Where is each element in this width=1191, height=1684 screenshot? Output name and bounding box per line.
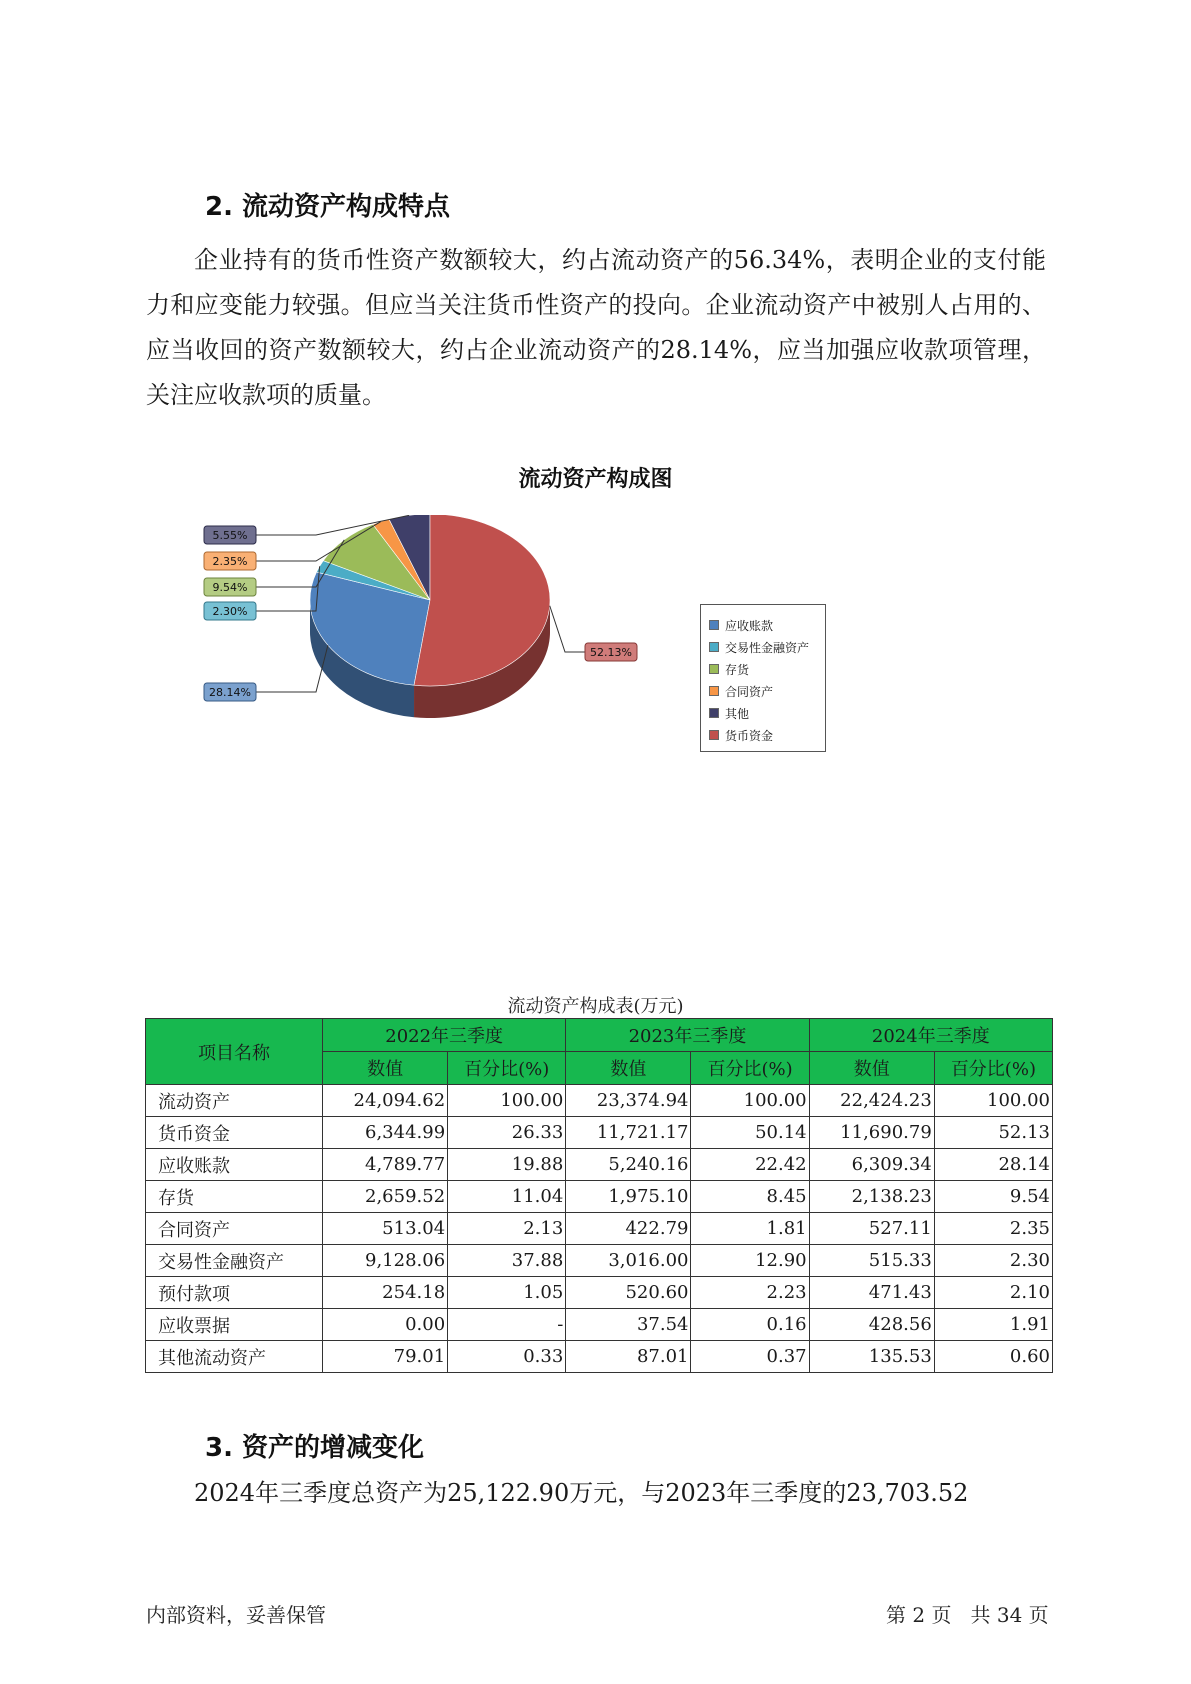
value-cell: 24,094.62	[323, 1085, 448, 1117]
legend-item	[709, 702, 825, 724]
row-label: 交易性金融资产	[146, 1245, 323, 1277]
row-label: 预付款项	[146, 1277, 323, 1309]
table-row	[146, 1213, 1053, 1245]
value-cell: 3,016.00	[566, 1245, 691, 1277]
value-cell: 513.04	[323, 1213, 448, 1245]
legend-item	[709, 724, 825, 746]
percent-cell: 0.33	[448, 1341, 566, 1373]
legend-item	[709, 680, 825, 702]
value-header: 数值	[323, 1052, 448, 1085]
value-cell: 471.43	[809, 1277, 934, 1309]
data-label: 5.55%	[212, 529, 248, 542]
item-name-header: 项目名称	[146, 1019, 323, 1085]
value-cell: 37.54	[566, 1309, 691, 1341]
legend-item	[709, 636, 825, 658]
row-label: 流动资产	[146, 1085, 323, 1117]
percent-header: 百分比(%)	[691, 1052, 809, 1085]
legend-label: 其他	[725, 706, 750, 721]
row-label: 存货	[146, 1181, 323, 1213]
value-cell: 87.01	[566, 1341, 691, 1373]
percent-cell: 2.30	[934, 1245, 1052, 1277]
percent-cell: 100.00	[691, 1085, 809, 1117]
page-number: 第 2 页 共 34 页	[886, 1603, 1049, 1627]
percent-cell: 0.60	[934, 1341, 1052, 1373]
value-cell: 527.11	[809, 1213, 934, 1245]
value-cell: 1,975.10	[566, 1181, 691, 1213]
percent-cell: 2.35	[934, 1213, 1052, 1245]
table-row	[146, 1341, 1053, 1373]
percent-cell: 22.42	[691, 1149, 809, 1181]
section-heading: 3. 资产的增减变化	[205, 1433, 425, 1463]
data-label: 2.30%	[212, 605, 248, 618]
row-label: 其他流动资产	[146, 1341, 323, 1373]
value-cell: 2,659.52	[323, 1181, 448, 1213]
current-assets-table	[145, 1018, 1053, 1373]
percent-cell: 37.88	[448, 1245, 566, 1277]
value-cell: 4,789.77	[323, 1149, 448, 1181]
value-cell: 11,690.79	[809, 1117, 934, 1149]
legend-swatch	[709, 642, 719, 652]
value-cell: 5,240.16	[566, 1149, 691, 1181]
percent-cell: 8.45	[691, 1181, 809, 1213]
value-cell: 11,721.17	[566, 1117, 691, 1149]
chart-title: 流动资产构成图	[518, 467, 673, 492]
percent-cell: 0.16	[691, 1309, 809, 1341]
legend-swatch	[709, 708, 719, 718]
percent-cell: 100.00	[448, 1085, 566, 1117]
section-paragraph: 2024年三季度总资产为25,122.90万元，与2023年三季度的23,703.52	[194, 1479, 969, 1507]
legend-item	[709, 658, 825, 680]
value-cell: 254.18	[323, 1277, 448, 1309]
percent-cell: 12.90	[691, 1245, 809, 1277]
value-header: 数值	[809, 1052, 934, 1085]
table-caption: 流动资产构成表(万元)	[507, 996, 684, 1017]
period-header: 2022年三季度	[323, 1019, 566, 1052]
percent-cell: 50.14	[691, 1117, 809, 1149]
legend-label: 合同资产	[725, 684, 774, 699]
footer-note: 内部资料，妥善保管	[146, 1603, 326, 1627]
data-label: 2.35%	[212, 555, 248, 568]
table-row	[146, 1117, 1053, 1149]
row-label: 应收票据	[146, 1309, 323, 1341]
percent-cell: 2.10	[934, 1277, 1052, 1309]
section-paragraph: 企业持有的货币性资产数额较大，约占流动资产的56.34%，表明企业的支付能力和应变能力较强。但应当关注货币性资产的投向。企业流动资产中被别人占用的、应当收回的资产数额较大，约占企业流动资产的28.14%，应当加强应收款项管理，关注应收款项的质量。	[146, 246, 1046, 409]
percent-cell: 26.33	[448, 1117, 566, 1149]
percent-cell: 2.13	[448, 1213, 566, 1245]
value-cell: 422.79	[566, 1213, 691, 1245]
legend-swatch	[709, 730, 719, 740]
row-label: 应收账款	[146, 1149, 323, 1181]
legend-label: 货币资金	[725, 728, 774, 743]
data-label: 52.13%	[590, 646, 632, 659]
legend-swatch	[709, 664, 719, 674]
row-label: 合同资产	[146, 1213, 323, 1245]
legend-swatch	[709, 686, 719, 696]
value-cell: 428.56	[809, 1309, 934, 1341]
table-row	[146, 1245, 1053, 1277]
value-cell: 79.01	[323, 1341, 448, 1373]
percent-cell: 1.05	[448, 1277, 566, 1309]
table-row	[146, 1149, 1053, 1181]
legend-label: 交易性金融资产	[725, 640, 810, 655]
percent-cell: 1.91	[934, 1309, 1052, 1341]
value-cell: 6,344.99	[323, 1117, 448, 1149]
data-label: 9.54%	[212, 581, 248, 594]
value-header: 数值	[566, 1052, 691, 1085]
value-cell: 9,128.06	[323, 1245, 448, 1277]
value-cell: 520.60	[566, 1277, 691, 1309]
percent-header: 百分比(%)	[934, 1052, 1052, 1085]
legend-label: 存货	[725, 662, 750, 677]
percent-cell: 52.13	[934, 1117, 1052, 1149]
value-cell: 22,424.23	[809, 1085, 934, 1117]
percent-cell: 11.04	[448, 1181, 566, 1213]
percent-cell: 100.00	[934, 1085, 1052, 1117]
value-cell: 135.53	[809, 1341, 934, 1373]
value-cell: 515.33	[809, 1245, 934, 1277]
table-row	[146, 1309, 1053, 1341]
legend-item	[709, 614, 825, 636]
label-leader-line	[550, 606, 585, 652]
chart-legend	[700, 604, 826, 752]
section-heading: 2. 流动资产构成特点	[205, 192, 451, 222]
legend-label: 应收账款	[725, 618, 774, 633]
table-row	[146, 1085, 1053, 1117]
percent-cell: 2.23	[691, 1277, 809, 1309]
row-label: 货币资金	[146, 1117, 323, 1149]
value-cell: 23,374.94	[566, 1085, 691, 1117]
table-row	[146, 1277, 1053, 1309]
percent-cell: 0.37	[691, 1341, 809, 1373]
legend-swatch	[709, 620, 719, 630]
table-row	[146, 1181, 1053, 1213]
percent-header: 百分比(%)	[448, 1052, 566, 1085]
data-label: 28.14%	[209, 686, 251, 699]
percent-cell: 19.88	[448, 1149, 566, 1181]
pie-chart	[190, 515, 660, 755]
percent-cell: 1.81	[691, 1213, 809, 1245]
percent-cell: 28.14	[934, 1149, 1052, 1181]
percent-cell: 9.54	[934, 1181, 1052, 1213]
value-cell: 6,309.34	[809, 1149, 934, 1181]
period-header: 2023年三季度	[566, 1019, 809, 1052]
value-cell: 0.00	[323, 1309, 448, 1341]
period-header: 2024年三季度	[809, 1019, 1052, 1052]
percent-cell: -	[448, 1309, 566, 1341]
value-cell: 2,138.23	[809, 1181, 934, 1213]
